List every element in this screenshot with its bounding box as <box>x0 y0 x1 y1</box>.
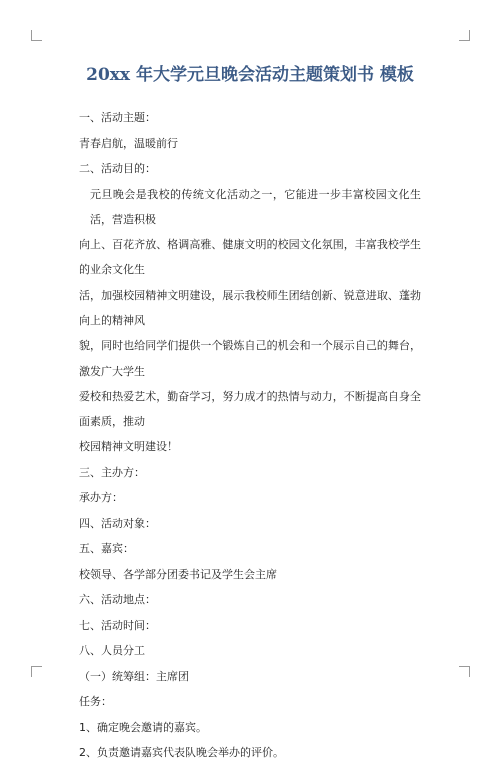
theme-text: 青春启航，温暖前行 <box>79 136 178 150</box>
section-heading-audience: 四、活动对象： <box>79 516 156 530</box>
crop-mark-top-right <box>459 30 470 41</box>
co-organizer-line: 承办方： <box>79 491 123 505</box>
task-item: 1、确定晚会邀请的嘉宾。 <box>79 720 207 734</box>
task-item: 2、负责邀请嘉宾代表队晚会举办的评价。 <box>79 746 284 760</box>
guests-text: 校领导、各学部分团委书记及学生会主席 <box>79 567 277 581</box>
section-heading-guests: 五、嘉宾： <box>79 542 134 556</box>
paragraph-line: 校园精神文明建设！ <box>79 440 178 454</box>
crop-mark-top-left <box>31 30 42 41</box>
paragraph-line: 向上、百花齐放、格调高雅、健康文明的校园文化氛围，丰富我校学生的业余文化生 <box>79 238 421 277</box>
section-heading-staffing: 八、人员分工 <box>79 644 145 658</box>
paragraph-line: 元旦晚会是我校的传统文化活动之一，它能进一步丰富校园文化生活，营造积极 <box>90 187 421 226</box>
section-heading-organizer: 三、主办方： <box>79 465 145 479</box>
section-heading-theme: 一、活动主题： <box>79 111 156 124</box>
crop-mark-bottom-right <box>459 666 470 677</box>
section-heading-purpose: 二、活动目的： <box>79 162 156 175</box>
crop-mark-bottom-left <box>31 666 42 677</box>
section-heading-venue: 六、活动地点： <box>79 593 156 607</box>
subsection-coordination: （一）统筹组：主席团 <box>79 669 189 683</box>
paragraph-line: 活，加强校园精神文明建设，展示我校师生团结创新、锐意进取、蓬勃向上的精神风 <box>79 288 421 327</box>
tasks-label: 任务： <box>79 695 112 709</box>
document-body <box>79 111 421 772</box>
paragraph-line: 貌，同时也给同学们提供一个锻炼自己的机会和一个展示自己的舞台，激发广大学生 <box>79 339 421 378</box>
purpose-paragraph <box>79 182 421 460</box>
paragraph-line: 爱校和热爱艺术，勤奋学习，努力成才的热情与动力，不断提高自身全面素质，推动 <box>79 389 421 429</box>
section-heading-time: 七、活动时间： <box>79 618 156 632</box>
document-title: 20xx 年大学元旦晚会活动主题策划书 模板 <box>86 65 414 85</box>
